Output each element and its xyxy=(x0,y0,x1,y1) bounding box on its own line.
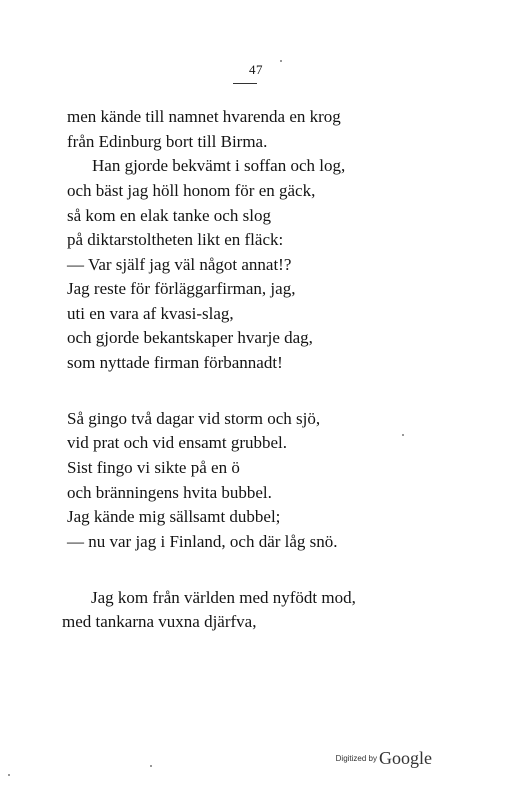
poem-line: och bränningens hvita bubbel. xyxy=(67,483,272,502)
poem-line: Jag reste för förläggarfirman, jag, xyxy=(67,279,296,298)
poem-line: från Edinburg bort till Birma. xyxy=(67,132,268,151)
page-number: 47 xyxy=(249,62,263,77)
poem-line: uti en vara af kvasi-slag, xyxy=(67,304,234,323)
poem-line: Så gingo två dagar vid storm och sjö, xyxy=(67,409,321,428)
poem-line: på diktarstoltheten likt en fläck: xyxy=(67,230,284,249)
google-logo: Google xyxy=(379,748,432,768)
poem-line: men kände till namnet hvarenda en krog xyxy=(67,107,341,126)
poem-line: som nyttade firman förbannadt! xyxy=(67,353,283,372)
poem-line: — Var själf jag väl något annat!? xyxy=(67,255,292,274)
scan-speck xyxy=(280,60,282,62)
poem-line: med tankarna vuxna djärfva, xyxy=(62,612,257,631)
poem-line: Sist fingo vi sikte på en ö xyxy=(67,458,240,477)
poem-line: Jag kom från världen med nyfödt mod, xyxy=(91,588,356,607)
digitized-by-watermark xyxy=(336,748,432,769)
scan-speck xyxy=(150,765,152,767)
poem-line: — nu var jag i Finland, och där låg snö. xyxy=(67,532,338,551)
scan-speck xyxy=(8,774,10,776)
poem-line: Han gjorde bekvämt i soffan och log, xyxy=(92,156,346,175)
poem-line: och gjorde bekantskaper hvarje dag, xyxy=(67,328,313,347)
poem-line: så kom en elak tanke och slog xyxy=(67,206,271,225)
poem-line: Jag kände mig sällsamt dubbel; xyxy=(67,507,281,526)
poem-line: vid prat och vid ensamt grubbel. xyxy=(67,433,288,452)
scan-speck xyxy=(402,434,404,436)
digitized-label: Digitized by xyxy=(335,754,377,763)
poem-line: och bäst jag höll honom för en gäck, xyxy=(67,181,316,200)
page-number-rule xyxy=(233,83,257,84)
